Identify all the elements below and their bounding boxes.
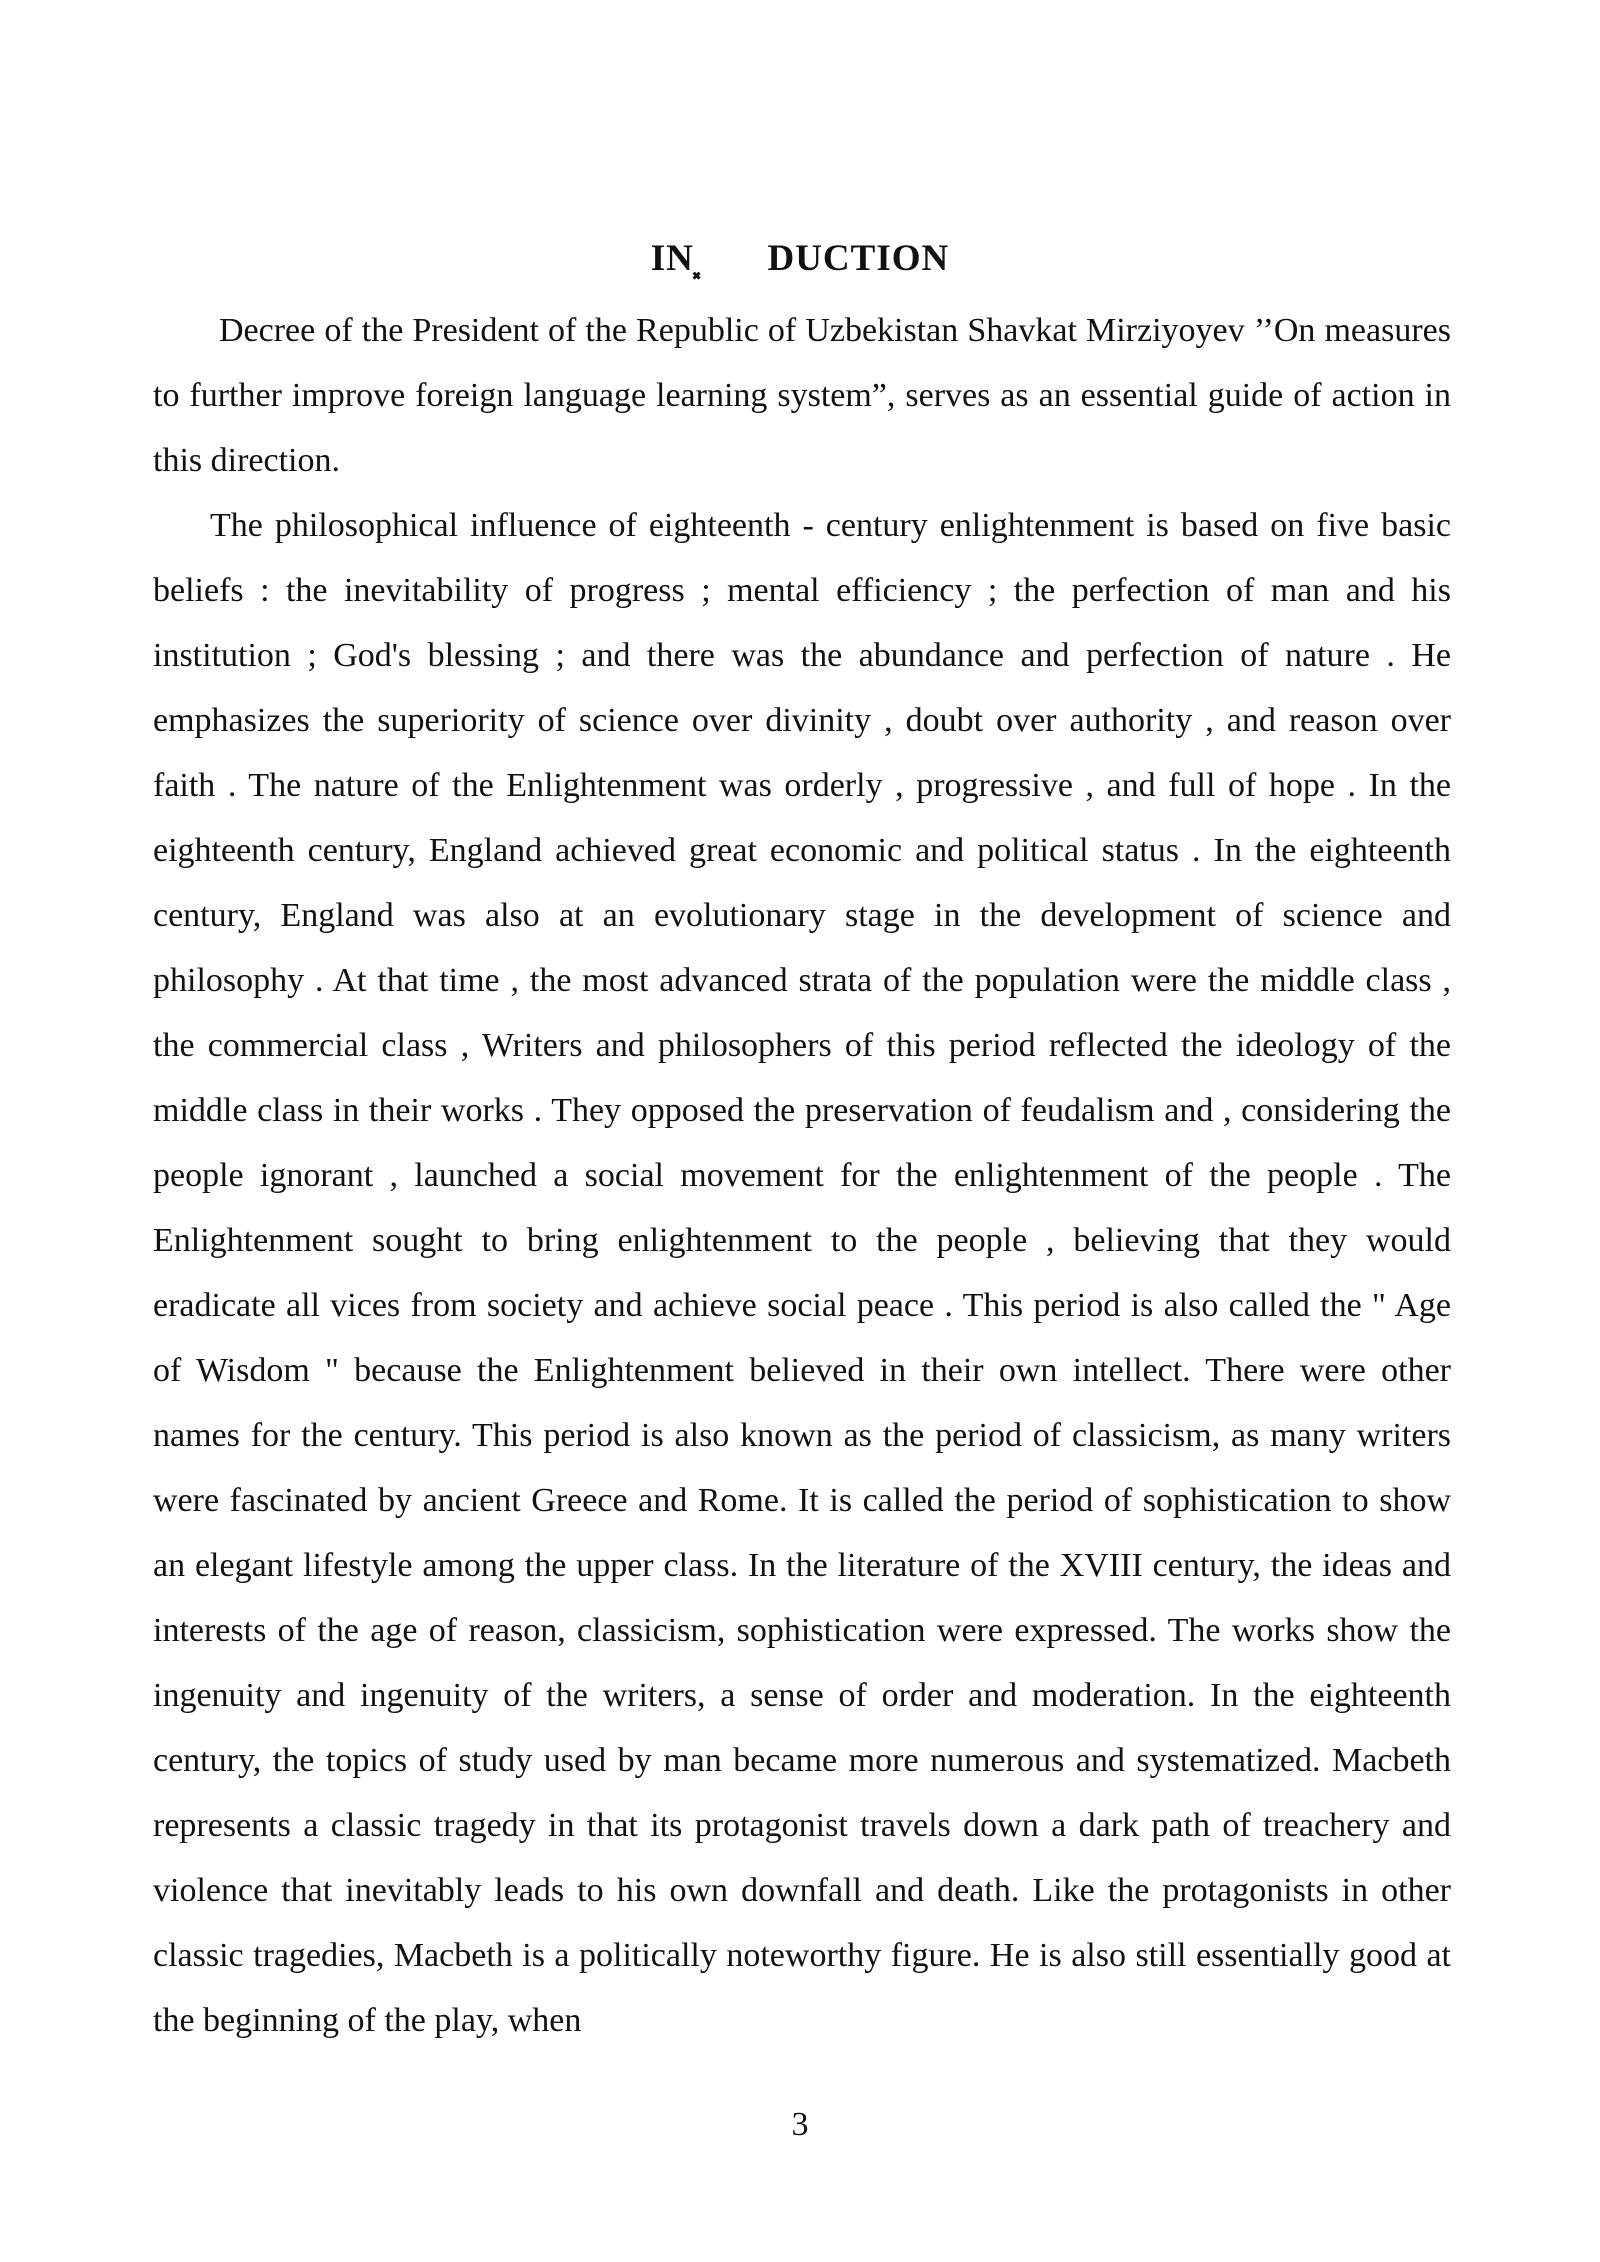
- paragraph-enlightenment: The philosophical influence of eighteenth - century enlightenment is based on five basic beliefs : the inevitability of progress ; mental efficiency ; the perfection of man and his institution ; God's blessing ; and there was the abundance and perfection of nature . He emphasizes the superiority of science over divinity , doubt over authority , and reason over faith . The nature of the Enlightenment was orderly , progressive , and full of hope . In the eighteenth century, England achieved great economic and political status . In the eighteenth century, England was also at an evolutionary stage in the development of science and philosophy . At that time , the most advanced strata of the population were the middle class , the commercial class , Writers and philosophers of this period reflected the ideology of the middle class in their works . They opposed the preservation of feudalism and , considering the people ignorant , launched a social movement for the enlightenment of the people . The Enlightenment sought to bring enlightenment to the people , believing that they would eradicate all vices from society and achieve social peace . This period is also called the " Age of Wisdom " because the Enlightenment believed in their own intellect. There were other names for the century. This period is also known as the period of classicism, as many writers were fascinated by ancient Greece and Rome. It is called the period of sophistication to show an elegant lifestyle among the upper class. In the literature of the XVIII century, the ideas and interests of the age of reason, classicism, sophistication were expressed. The works show the ingenuity and ingenuity of the writers, a sense of order and moderation. In the eighteenth century, the topics of study used by man became more numerous and systematized. Macbeth represents a classic tragedy in that its protagonist travels down a dark path of treachery and violence that inevitably leads to his own downfall and death. Like the protagonists in other classic tragedies, Macbeth is a politically noteworthy figure. He is also still essentially good at the beginning of the play, when: [153, 507, 1451, 2039]
- document-body: [153, 298, 1451, 2053]
- title-part-right: DUCTION: [767, 238, 950, 279]
- title-obscured-mark: ⸼: [693, 238, 704, 279]
- page-number: 3: [791, 2106, 809, 2143]
- paragraph-decree: Decree of the President of the Republic of Uzbekistan Shavkat Mirziyoyev ’’On measures to further improve foreign language learning system”, serves as an essential guide of action in this direction.: [153, 312, 1451, 479]
- title-part-left: IN: [650, 238, 694, 279]
- document-title: [0, 230, 1600, 281]
